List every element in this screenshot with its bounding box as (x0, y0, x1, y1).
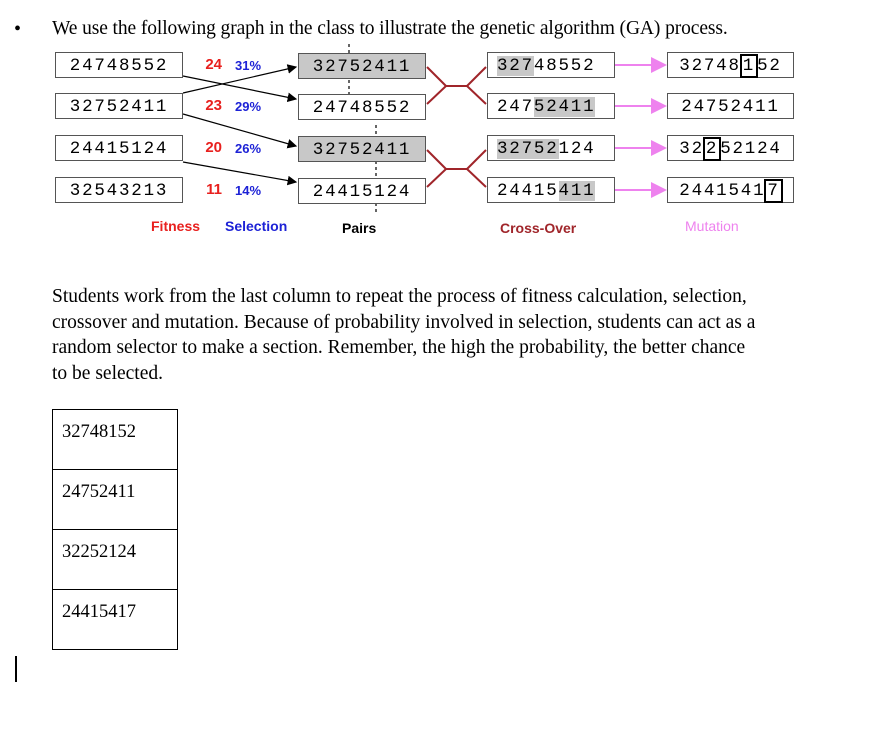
label-fitness: Fitness (151, 218, 201, 234)
table-row (53, 470, 178, 530)
text-cursor[interactable] (15, 656, 17, 682)
intro-text: We use the following graph in the class to illustrate the genetic algorithm (GA) process. (52, 18, 728, 39)
population-table (52, 409, 178, 650)
initial-chromosome-4: 32543213 (55, 177, 183, 203)
initial-chromosome-3: 24415124 (55, 135, 183, 161)
mutation-pre-3: 32 (679, 139, 704, 159)
initial-chromosome-2: 32752411 (55, 93, 183, 119)
crossover-connector-2 (427, 150, 486, 187)
crossover-segment-2: 52411 (533, 97, 596, 117)
mutation-post-3: 52124 (720, 139, 782, 159)
table-cell-2[interactable]: 24752411 (53, 470, 178, 530)
instructions-paragraph (52, 284, 852, 386)
crossover-pre-2: 247 (497, 97, 534, 117)
label-pairs: Pairs (342, 220, 377, 236)
paragraph-line-4: to be selected. (52, 362, 163, 384)
paragraph-line-2: crossover and mutation. Because of probability involved in selection, students can act as a (52, 311, 756, 333)
crossover-chromosome-2 (487, 93, 615, 119)
fitness-value-4: 11 (206, 181, 222, 198)
mutation-chromosome-3 (667, 135, 794, 161)
mutation-pre-2: 24752411 (681, 97, 780, 117)
fitness-value-1: 24 (205, 56, 222, 73)
table-row (53, 590, 178, 650)
crossover-chromosome-3 (487, 135, 615, 161)
pair-chromosome-3: 32752411 (298, 136, 426, 162)
table-cell-4[interactable]: 24415417 (53, 590, 178, 650)
mutation-chromosome-1 (667, 52, 794, 78)
mutation-post-1: 52 (757, 56, 782, 76)
mutation-pre-1: 32748 (679, 56, 741, 76)
pair-chromosome-4: 24415124 (298, 178, 426, 204)
table-row (53, 410, 178, 470)
selection-percent-2: 29% (235, 99, 262, 114)
selection-percent-4: 14% (235, 183, 262, 198)
mutated-gene-3: 2 (703, 137, 721, 161)
crossover-post-4: 411 (558, 181, 596, 201)
label-selection: Selection (225, 218, 288, 234)
crossover-connector-1 (427, 67, 486, 104)
crossover-segment-3: 32752 (497, 139, 559, 159)
fitness-value-3: 20 (205, 139, 222, 156)
mutated-gene-4: 7 (764, 179, 782, 203)
mutation-chromosome-4 (667, 177, 794, 203)
mutated-gene-1: 1 (740, 54, 758, 78)
label-crossover: Cross-Over (500, 220, 577, 236)
crossover-post-3: 124 (558, 139, 596, 159)
fitness-value-2: 23 (205, 97, 222, 114)
bullet-point: • (14, 18, 22, 40)
pair-chromosome-1: 32752411 (298, 53, 426, 79)
selection-percent-3: 26% (235, 141, 262, 156)
crossover-pre-1: 327 (497, 56, 534, 76)
pair-chromosome-2: 24748552 (298, 94, 426, 120)
crossover-segment-4: 24415 (497, 181, 559, 201)
table-cell-1[interactable]: 32748152 (53, 410, 178, 470)
table-row (53, 530, 178, 590)
paragraph-line-1: Students work from the last column to repeat the process of fitness calculation, selection, (52, 286, 747, 307)
selection-percent-1: 31% (235, 58, 262, 73)
ga-diagram-lines (0, 0, 886, 260)
label-mutation: Mutation (685, 218, 739, 234)
crossover-segment-1: 48552 (533, 56, 596, 76)
selection-line-4 (183, 162, 296, 182)
table-cell-3[interactable]: 32252124 (53, 530, 178, 590)
mutation-chromosome-2 (667, 93, 794, 119)
mutation-pre-4: 2441541 (679, 181, 766, 201)
initial-chromosome-1: 24748552 (55, 52, 183, 78)
crossover-chromosome-4 (487, 177, 615, 203)
paragraph-line-3: random selector to make a section. Remember, the high the probability, the better chance (52, 337, 746, 358)
crossover-chromosome-1 (487, 52, 615, 78)
